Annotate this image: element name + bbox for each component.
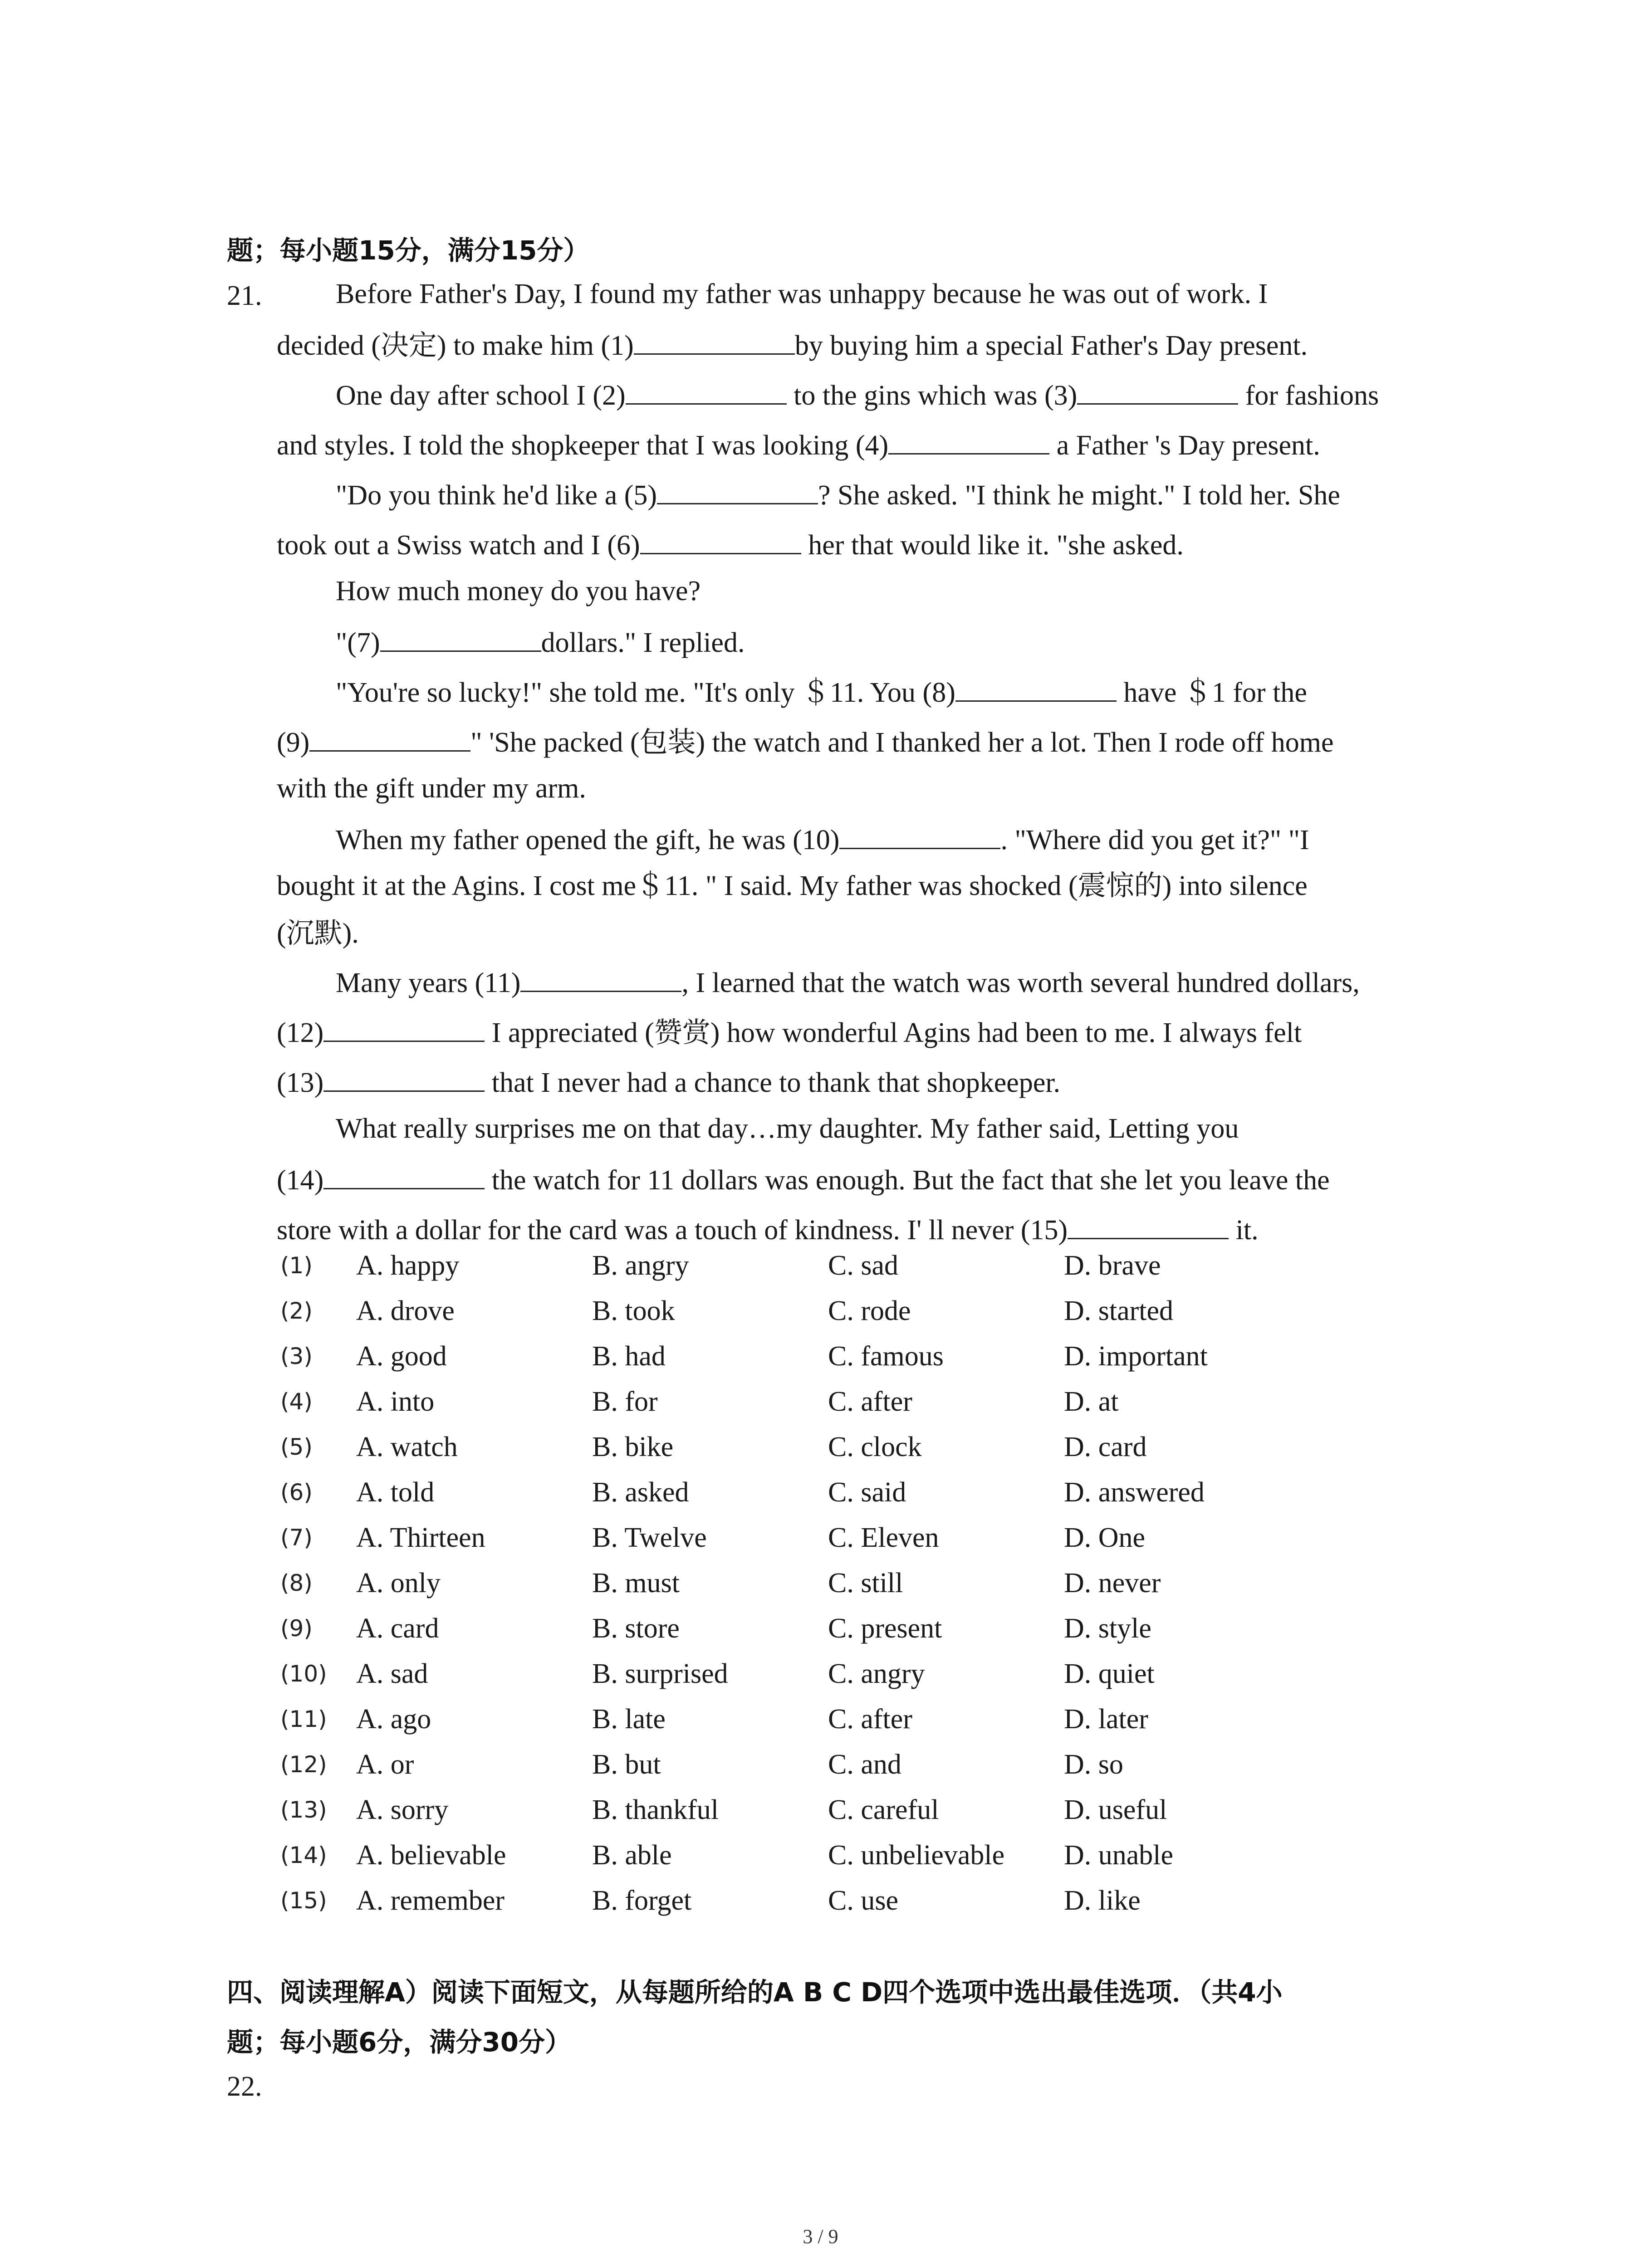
option-row [0, 1703, 1641, 1740]
answer-blank[interactable] [839, 824, 1000, 849]
option-c[interactable]: C. after [828, 1386, 912, 1417]
option-a[interactable]: A. card [356, 1613, 439, 1644]
option-row [0, 1613, 1641, 1649]
passage-text: "You're so lucky!" she told me. "It's only ＄11. You (8) [336, 677, 955, 708]
option-d[interactable]: D. started [1064, 1295, 1174, 1326]
option-a[interactable]: A. ago [356, 1704, 431, 1735]
option-row [0, 1340, 1641, 1377]
passage-text: "(7) [336, 627, 380, 658]
option-c[interactable]: C. still [828, 1568, 903, 1598]
option-d[interactable]: D. later [1064, 1704, 1148, 1735]
option-a[interactable]: A. happy [356, 1250, 460, 1281]
option-question-number: (6) [280, 1479, 313, 1505]
option-b[interactable]: B. must [592, 1568, 680, 1598]
passage-line [277, 919, 359, 948]
option-d[interactable]: D. style [1064, 1613, 1151, 1644]
passage-text: (沉默). [277, 918, 359, 949]
option-b[interactable]: B. took [592, 1295, 675, 1326]
passage-text: took out a Swiss watch and I (6) [277, 530, 640, 561]
passage-text: Many years (11) [336, 968, 521, 998]
option-question-number: (7) [280, 1525, 313, 1551]
option-b[interactable]: B. thankful [592, 1794, 719, 1825]
passage-text: have ＄1 for the [1116, 677, 1307, 708]
section-heading-continued: 题；每小题15分，满分15分） [227, 235, 590, 266]
option-b[interactable]: B. but [592, 1749, 661, 1780]
option-b[interactable]: B. store [592, 1613, 680, 1644]
option-question-number: (4) [280, 1388, 313, 1415]
option-b[interactable]: B. Twelve [592, 1522, 707, 1553]
option-d[interactable]: D. brave [1064, 1250, 1161, 1281]
option-c[interactable]: C. clock [828, 1432, 922, 1462]
option-b[interactable]: B. for [592, 1386, 658, 1417]
option-d[interactable]: D. at [1064, 1386, 1119, 1417]
question-21-number: 21. [227, 280, 262, 311]
option-d[interactable]: D. quiet [1064, 1658, 1155, 1689]
passage-line [336, 824, 1309, 854]
option-question-number: (9) [280, 1615, 313, 1642]
passage-text: " 'She packed (包装) the watch and I thanked her a lot. Then I rode off home [470, 727, 1334, 758]
passage-text: bought it at the Agins. I cost me＄11. " I said. My father was shocked (震惊的) into silence [277, 870, 1308, 901]
option-b[interactable]: B. able [592, 1840, 672, 1871]
passage-line [277, 430, 1320, 459]
passage-line [336, 479, 1340, 509]
answer-blank[interactable] [309, 727, 470, 752]
section-4-heading: 四、阅读理解A）阅读下面短文，从每题所给的A B C D四个选项中选出最佳选项．（共4小 [227, 1977, 1283, 2008]
option-b[interactable]: B. bike [592, 1432, 674, 1462]
option-question-number: (15) [280, 1887, 327, 1914]
option-b[interactable]: B. had [592, 1341, 666, 1372]
passage-text: When my father opened the gift, he was (10) [336, 825, 840, 855]
answer-blank[interactable] [1068, 1214, 1229, 1239]
passage-line [277, 727, 1333, 757]
option-c[interactable]: C. use [828, 1885, 898, 1916]
passage-text: (14) [277, 1165, 324, 1196]
option-d[interactable]: D. unable [1064, 1840, 1174, 1871]
passage-line [277, 330, 1308, 360]
option-question-number: (10) [280, 1661, 327, 1687]
answer-blank[interactable] [520, 967, 681, 992]
option-a[interactable]: A. sad [356, 1658, 428, 1689]
option-a[interactable]: A. drove [356, 1295, 455, 1326]
passage-text: , I learned that the watch was worth several hundred dollars, [681, 968, 1360, 998]
option-question-number: (3) [280, 1343, 313, 1369]
option-c[interactable]: C. said [828, 1477, 906, 1508]
section-4-heading-cont: 题；每小题6分，满分30分） [227, 2027, 572, 2058]
passage-text: that I never had a chance to thank that shopkeeper. [485, 1067, 1061, 1098]
answer-blank[interactable] [323, 1164, 485, 1189]
passage-line [277, 1214, 1259, 1244]
option-b[interactable]: B. forget [592, 1885, 692, 1916]
option-d[interactable]: D. like [1064, 1885, 1141, 1916]
option-row [0, 1522, 1641, 1558]
passage-text: "Do you think he'd like a (5) [336, 480, 657, 511]
question-22-number: 22. [227, 2071, 262, 2102]
passage-text: . "Where did you get it?" "I [1000, 825, 1309, 855]
option-row [0, 1250, 1641, 1286]
option-a[interactable]: A. watch [356, 1432, 458, 1462]
option-b[interactable]: B. surprised [592, 1658, 728, 1689]
option-a[interactable]: A. Thirteen [356, 1522, 485, 1553]
passage-text: store with a dollar for the card was a touch of kindness. I' ll never (15) [277, 1215, 1068, 1246]
answer-blank[interactable] [1077, 380, 1238, 405]
option-question-number: (5) [280, 1434, 313, 1460]
passage-line [277, 1164, 1330, 1194]
option-c[interactable]: C. rode [828, 1295, 911, 1326]
passage-text: with the gift under my arm. [277, 773, 586, 804]
option-question-number: (1) [280, 1252, 313, 1279]
answer-blank[interactable] [626, 380, 787, 405]
passage-line [336, 677, 1307, 707]
option-d[interactable]: D. important [1064, 1341, 1208, 1372]
option-d[interactable]: D. One [1064, 1522, 1146, 1553]
option-a[interactable]: A. into [356, 1386, 435, 1417]
answer-blank[interactable] [657, 479, 818, 504]
option-b[interactable]: B. late [592, 1704, 666, 1735]
option-c[interactable]: C. after [828, 1704, 912, 1735]
option-row [0, 1749, 1641, 1785]
option-b[interactable]: B. angry [592, 1250, 689, 1281]
option-c[interactable]: C. careful [828, 1794, 939, 1825]
option-d[interactable]: D. useful [1064, 1794, 1167, 1825]
option-c[interactable]: C. present [828, 1613, 942, 1644]
passage-text: dollars." I replied. [541, 627, 745, 658]
passage-line [336, 380, 1379, 410]
passage-text: the watch for 11 dollars was enough. But the fact that she let you leave the [485, 1165, 1330, 1196]
option-b[interactable]: B. asked [592, 1477, 689, 1508]
passage-line [336, 1114, 1239, 1143]
option-a[interactable]: A. sorry [356, 1794, 449, 1825]
answer-blank[interactable] [888, 430, 1049, 455]
passage-line [277, 529, 1184, 559]
option-c[interactable]: C. angry [828, 1658, 925, 1689]
passage-text: by buying him a special Father's Day present. [794, 330, 1308, 361]
option-row [0, 1431, 1641, 1467]
option-c[interactable]: C. famous [828, 1341, 944, 1372]
option-question-number: (14) [280, 1842, 327, 1868]
option-question-number: (2) [280, 1298, 313, 1324]
passage-text: it. [1229, 1215, 1259, 1246]
passage-text: decided (决定) to make him (1) [277, 330, 634, 361]
passage-line [277, 1067, 1060, 1097]
option-row [0, 1295, 1641, 1331]
option-row [0, 1885, 1641, 1921]
passage-text: One day after school I (2) [336, 380, 626, 411]
option-row [0, 1567, 1641, 1603]
option-row [0, 1658, 1641, 1694]
passage-text: to the gins which was (3) [786, 380, 1078, 411]
option-a[interactable]: A. only [356, 1568, 441, 1598]
passage-text: How much money do you have? [336, 576, 701, 606]
passage-line [336, 280, 1268, 308]
option-question-number: (12) [280, 1751, 327, 1778]
passage-line [277, 1017, 1302, 1047]
passage-text: ? She asked. "I think he might." I told her. She [818, 480, 1340, 511]
passage-line [277, 774, 586, 802]
option-a[interactable]: A. believable [356, 1840, 506, 1871]
option-d[interactable]: D. answered [1064, 1477, 1205, 1508]
passage-text: Before Father's Day, I found my father was unhappy because he was out of work. I [336, 279, 1268, 309]
answer-blank[interactable] [634, 330, 795, 355]
passage-text: (9) [277, 727, 310, 758]
option-c[interactable]: C. and [828, 1749, 901, 1780]
option-row [0, 1476, 1641, 1513]
passage-text: I appreciated (赞赏) how wonderful Agins had been to me. I always felt [485, 1017, 1302, 1048]
option-d[interactable]: D. never [1064, 1568, 1161, 1598]
option-question-number: (8) [280, 1570, 313, 1596]
option-c[interactable]: C. Eleven [828, 1522, 939, 1553]
option-question-number: (11) [280, 1706, 327, 1732]
passage-text: for fashions [1238, 380, 1379, 411]
passage-line [336, 967, 1360, 997]
passage-line [336, 627, 745, 657]
option-row [0, 1386, 1641, 1422]
option-a[interactable]: A. told [356, 1477, 435, 1508]
passage-text: and styles. I told the shopkeeper that I was looking (4) [277, 430, 889, 461]
passage-line [336, 577, 700, 605]
passage-line [277, 872, 1308, 900]
passage-text: a Father 's Day present. [1049, 430, 1320, 461]
option-d[interactable]: D. card [1064, 1432, 1147, 1462]
option-a[interactable]: A. remember [356, 1885, 505, 1916]
answer-blank[interactable] [640, 529, 801, 554]
answer-blank[interactable] [323, 1067, 485, 1092]
option-c[interactable]: C. unbelievable [828, 1840, 1005, 1871]
option-c[interactable]: C. sad [828, 1250, 898, 1281]
option-question-number: (13) [280, 1797, 327, 1823]
page-number: 3 / 9 [803, 2225, 838, 2248]
option-a[interactable]: A. or [356, 1749, 414, 1780]
passage-text: her that would like it. "she asked. [801, 530, 1184, 561]
passage-text: (12) [277, 1017, 324, 1048]
option-row [0, 1794, 1641, 1830]
passage-text: (13) [277, 1067, 324, 1098]
option-a[interactable]: A. good [356, 1341, 447, 1372]
option-row [0, 1839, 1641, 1876]
option-d[interactable]: D. so [1064, 1749, 1123, 1780]
answer-blank[interactable] [323, 1017, 485, 1042]
answer-blank[interactable] [955, 677, 1117, 702]
answer-blank[interactable] [380, 627, 541, 652]
passage-text: What really surprises me on that day…my daughter. My father said, Letting you [336, 1113, 1239, 1144]
